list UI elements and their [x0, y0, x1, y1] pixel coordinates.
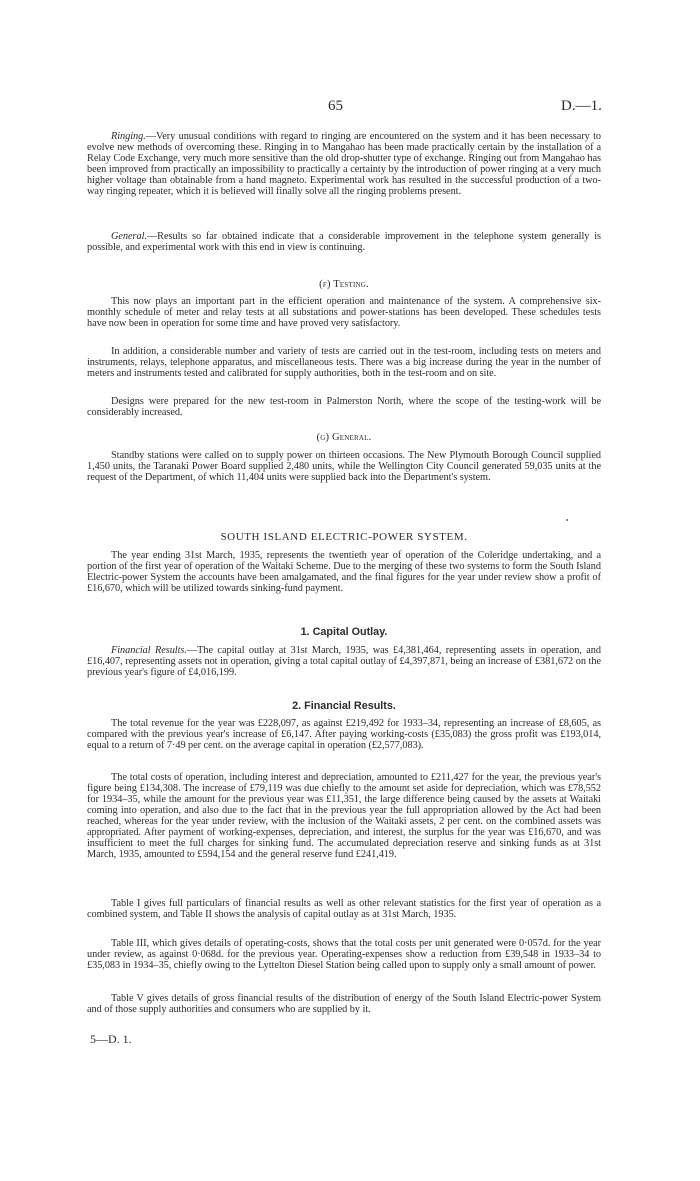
financial-body-3 [87, 898, 601, 920]
financial-body-2 [87, 772, 601, 860]
financial-paragraph-5: Table V gives details of gross financial results of the distribution of energy of the South Island Electric-power System and of those supply authorities and consumers who are supplied by it. [87, 993, 601, 1015]
general-paragraph: Standby stations were called on to supply power on thirteen occasions. The New Plymouth Borough Council supplied 1,450 units, the Taranaki Power Board supplied 2,480 units, while the Wellington City Council generated 59,035 units at the request of the Department, of which 11,404 units were supplied back into the Department's system. [87, 450, 601, 483]
testing-body-2 [87, 346, 601, 379]
financial-paragraph-2: The total costs of operation, including interest and depreciation, amounted to £211,427 for the year, the previous year's figure being £134,308. The increase of £79,119 was due chiefly to the amount set aside for depreciation, which was £78,552 for 1934–35, while the amount for the previous year was £11,351, the large difference being caused by the assets at Waitaki coming into operation, and also due to the fact that in the previous year the full appropriation allowed by the Act had been reached, whereas for the year under review, with the inclusion of the Waitaki assets, 2 per cent. on the combined assets was appropriated. After payment of working-expenses, depreciation, and interest, the surplus for the year was £16,670, and was insufficient to meet the full charges for sinking fund. The accumulated depreciation reserve and sinking funds as at 31st March, 1935, amounted to £594,154 and the general reserve fund £241,419. [87, 772, 601, 860]
financial-paragraph-4: Table III, which gives details of operating-costs, shows that the total costs per unit generated were 0·057d. for the year under review, as against 0·068d. for the previous year. Operating-expenses show a reduction from £39,548 in 1933–34 to £35,083 in 1934–35, chiefly owing to the Lyttelton Diesel Station being called upon to supply only a small amount of power. [87, 938, 601, 971]
financial-body-4 [87, 938, 601, 971]
financial-paragraph-3: Table I gives full particulars of financial results as well as other relevant statistics for the first year of operation as a combined system, and Table II shows the analysis of capital outlay as at 31st March, 1935. [87, 898, 601, 920]
testing-body [87, 296, 601, 329]
document-reference: D.—1. [561, 98, 602, 114]
general-note-text: —Results so far obtained indicate that a considerable improvement in the telephone system generally is possible, and experimental work with this end in view is continuing. [87, 231, 601, 253]
testing-paragraph-3: Designs were prepared for the new test-room in Palmerston North, where the scope of the testing-work will be considerably increased. [87, 396, 601, 418]
testing-heading [87, 279, 601, 290]
capital-outlay-heading: 1. Capital Outlay. [300, 626, 388, 638]
testing-heading-text: (f) Testing. [319, 279, 369, 290]
south-island-heading: SOUTH ISLAND ELECTRIC-POWER SYSTEM. [220, 531, 468, 543]
financial-body-5 [87, 993, 601, 1015]
capital-outlay-body [87, 645, 601, 678]
testing-paragraph-2: In addition, a considerable number and variety of tests are carried out in the test-room, including tests on meters and instruments, relays, telephone apparatus, and miscellaneous tests. There was a big increase during the year in the number of meters and instruments tested and calibrated for supply authorities, both in the test-room and on site. [87, 346, 601, 379]
capital-outlay-text: —The capital outlay at 31st March, 1935, was £4,381,464, representing assets in operation, and £16,407, representing assets not in operation, giving a total capital outlay of £4,397,871, being an increase of £381,672 on the previous year's figure of £4,016,199. [87, 645, 602, 678]
ringing-section [87, 131, 601, 197]
testing-paragraph-1: This now plays an important part in the efficient operation and maintenance of the system. A comprehensive six-monthly schedule of meter and relay tests at all substations and power-stations has been developed. These schedules tests have now been in operation for some time and have proved very satisfactory. [87, 296, 601, 329]
ringing-text: —Very unusual conditions with regard to ringing are encountered on the system and it has been necessary to evolve new methods of overcoming these. Ringing in to Mangahao has been made practically certain by the installation of a Relay Code Exchange, very much more sensitive than the old drop-shutter type of exchange. Ringing out from Mangahao has been improved from practically an impossibility to practically a certainty by the introduction of power ringing at a very much higher voltage than obtainable from a hand magneto. Experimental work has resulted in the successful production of a two-way ringing repeater, which it is believed will finally solve all the ringing problems present. [87, 131, 601, 197]
financial-body-1 [87, 718, 601, 751]
ringing-paragraph [87, 131, 601, 197]
general-heading-text: (g) General. [316, 432, 372, 443]
capital-outlay-paragraph [87, 645, 601, 678]
testing-body-3 [87, 396, 601, 418]
scan-mark [566, 519, 568, 521]
footer-signature: 5—D. 1. [90, 1032, 132, 1046]
financial-results-heading: 2. Financial Results. [292, 700, 396, 712]
south-island-body [87, 550, 601, 594]
general-note-label: General. [111, 231, 147, 242]
general-heading [87, 432, 601, 443]
general-note-paragraph [87, 231, 601, 253]
general-note-section [87, 231, 601, 253]
south-island-paragraph: The year ending 31st March, 1935, represents the twentieth year of operation of the Coleridge undertaking, and a portion of the first year of operation of the Waitaki Scheme. Due to the merging of these two systems to form the South Island Electric-power System the accounts have been amalgamated, and the final figures for the year under review show a profit of £16,670, which will be utilized towards sinking-fund payment. [87, 550, 601, 594]
ringing-label: Ringing. [111, 131, 146, 142]
capital-outlay-label: Financial Results. [111, 645, 187, 656]
page-number: 65 [328, 98, 343, 114]
general-body [87, 450, 601, 483]
financial-paragraph-1: The total revenue for the year was £228,097, as against £219,492 for 1933–34, representing an increase of £8,605, as compared with the previous year's increase of £6,147. After paying working-costs (£35,083) the gross profit was £193,014, equal to a return of 7·49 per cent. on the average capital in operation (£2,577,083). [87, 718, 601, 751]
